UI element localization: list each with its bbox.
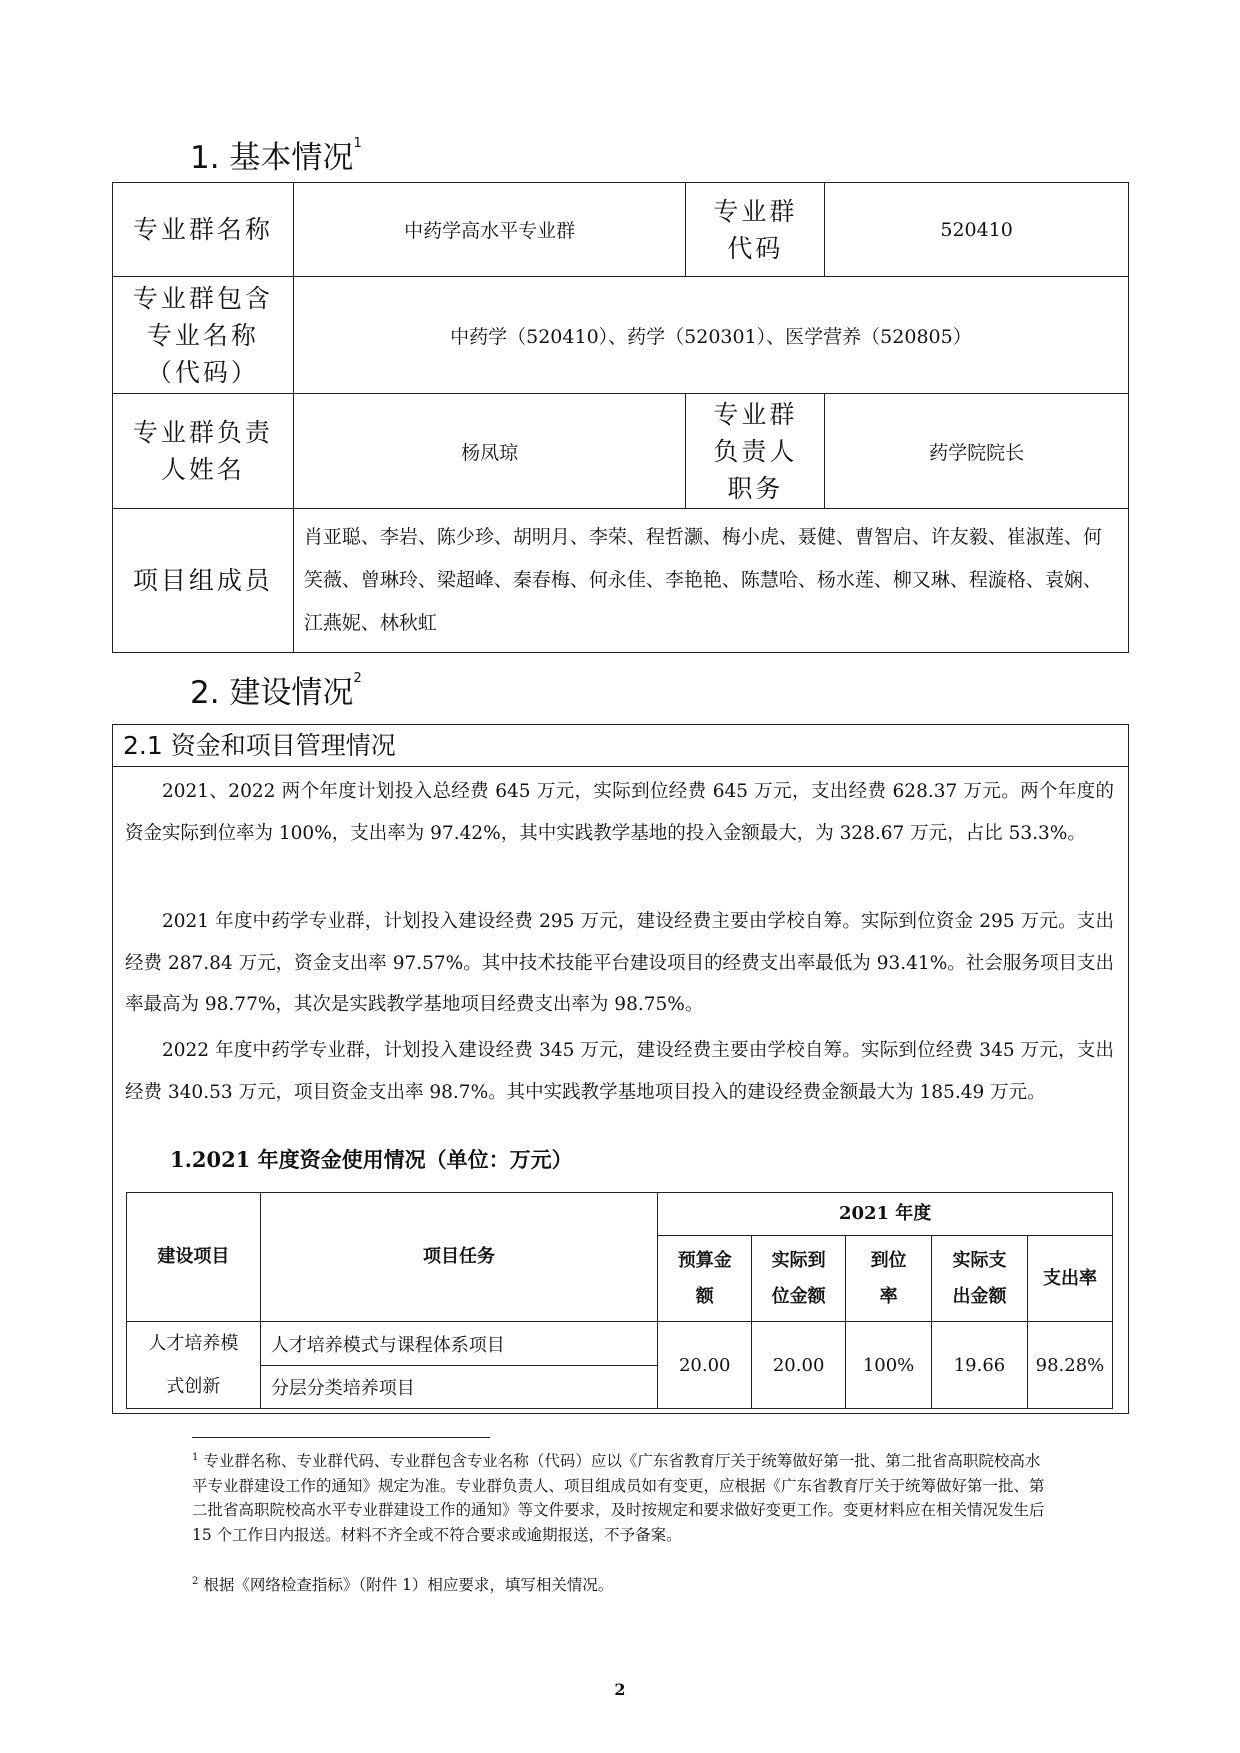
group-code-value: 520410 [825,183,1129,277]
col-budget-header: 预算金 额 [658,1236,752,1322]
row-actual: 20.00 [752,1322,846,1409]
paragraph-3: 2022 年度中药学专业群，计划投入建设经费 345 万元，建设经费主要由学校自筹。实际到位经费 345 万元，支出经费 340.53 万元，项目资金支出率 98.7%。其中实践教学基地项目投入的建设经费金额最大为 185.49 万元。 [125,1040,1114,1103]
members-label: 项目组成员 [113,509,294,653]
footnote-ref-1[interactable]: 1 [353,136,362,151]
section-2-heading: 2. 建设情况$^2$ [190,671,362,711]
col-year-header: 2021 年度 [658,1193,1113,1236]
majors-value: 中药学（520410）、药学（520301）、医学营养（520805） [293,277,1128,394]
col-rate-header: 到位 率 [846,1236,932,1322]
page-number: 2 [614,1680,626,1699]
col-task-header: 项目任务 [260,1193,657,1322]
col-spend-rate-header: 支出率 [1027,1236,1112,1322]
row-budget: 20.00 [658,1322,752,1409]
footnote-divider [192,1437,490,1438]
group-name-label: 专业群名称 [113,183,294,277]
leader-value: 杨凤琼 [293,394,686,509]
footnote-ref-2[interactable]: 2 [353,671,362,686]
duty-value: 药学院院长 [825,394,1129,509]
row-spend-rate: 98.28% [1027,1322,1112,1409]
row-rate: 100% [846,1322,932,1409]
duty-label: 专业群 负责人 职务 [686,394,825,509]
paragraph-1: 2021、2022 两个年度计划投入总经费 645 万元，实际到位经费 645 万元，支出经费 628.37 万元。两个年度的资金实际到位率为 100%，支出率为 97.42%，其中实践教学基地的投入金额最大，为 328.67 万元，占比 53.3%。 [125,781,1114,844]
paragraph-2: 2021 年度中药学专业群，计划投入建设经费 295 万元，建设经费主要由学校自筹。实际到位资金 295 万元。支出经费 287.84 万元，资金支出率 97.57%。其中技术技能平台建设项目的经费支出率最低为 93.41%。社会服务项目支出率最高为 98.77%，其次是实践教学基地项目经费支出率为 98.75%。 [125,911,1114,1015]
table-row [127,1322,1113,1366]
basic-info-table [112,182,1129,653]
fund-table-title: 1.2021 年度资金使用情况（单位：万元） [170,1147,573,1172]
row-project: 人才培养模 式创新 [127,1322,261,1409]
section-1-heading: 1. 基本情况$^1$ [190,136,362,176]
col-project-header: 建设项目 [127,1193,261,1322]
majors-label: 专业群包含 专业名称 （代码） [113,277,294,394]
members-value: 肖亚聪、李岩、陈少珍、胡明月、李荣、程哲灏、梅小虎、聂健、曹智启、许友毅、崔淑莲、何笑薇、曾琳玲、梁超峰、秦春梅、何永佳、李艳艳、陈慧哈、杨水莲、柳又琳、程漩格、袁娴、江燕妮、林秋虹 [293,509,1128,653]
subsection-title: 2.1 资金和项目管理情况 [113,725,1128,767]
row-spent: 19.66 [932,1322,1028,1409]
fund-usage-table [126,1192,1113,1409]
col-spent-header: 实际支 出金额 [932,1236,1028,1322]
group-name-value: 中药学高水平专业群 [293,183,686,277]
footnote-2: $^2$ 根据《网络检查指标》（附件 1）相应要求，填写相关情况。 [192,1576,614,1595]
row-task-1: 人才培养模式与课程体系项目 [260,1322,657,1366]
row-task-2: 分层分类培养项目 [260,1366,657,1409]
group-code-label: 专业群 代码 [686,183,825,277]
footnote-1: $^1$ 专业群名称、专业群代码、专业群包含专业名称（代码）应以《广东省教育厅关于统筹做好第一批、第二批省高职院校高水平专业群建设工作的通知》规定为准。专业群负责人、项目组成员如有变更，应根据《广东省教育厅关于统筹做好第一批、第二批省高职院校高水平专业群建设工作的通知》等文件要求，及时按规定和要求做好变更工作。变更材料应在相关情况发生后 15 个工作日内报送。材料不齐全或不符合要求或逾期报送，不予备案。 [192,1452,1045,1544]
leader-label: 专业群负责 人姓名 [113,394,294,509]
col-actual-header: 实际到 位金额 [752,1236,846,1322]
